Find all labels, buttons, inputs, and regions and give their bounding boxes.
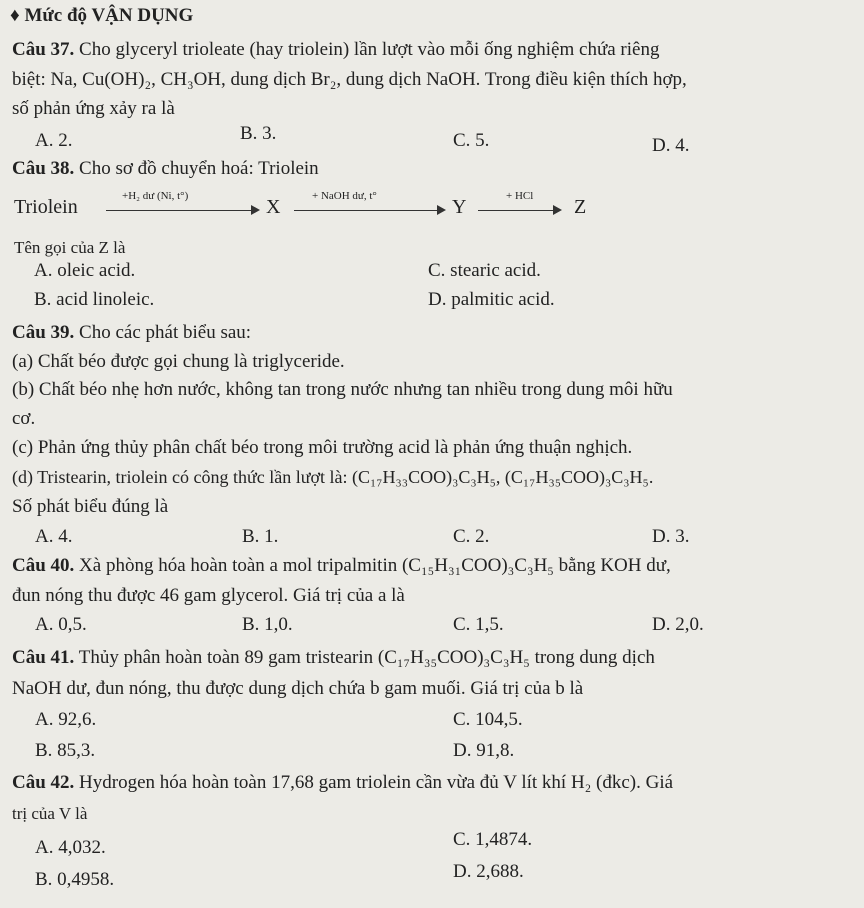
question-40 bbox=[12, 554, 671, 578]
question-40-line-2: đun nóng thu được 46 gam glycerol. Giá trị của a là bbox=[12, 585, 405, 606]
question-number: Câu 37. bbox=[12, 39, 75, 60]
question-41-line-2: NaOH dư, đun nóng, thu được dung dịch chứa b gam muối. Giá trị của b là bbox=[12, 678, 584, 699]
q41-option-b[interactable]: B. 85,3. bbox=[35, 740, 96, 761]
question-text: Cho sơ đồ chuyển hoá: Triolein bbox=[79, 158, 319, 179]
statement-a: (a) Chất béo được gọi chung là triglyceride. bbox=[12, 351, 345, 372]
q39-option-c[interactable]: C. 2. bbox=[453, 526, 490, 547]
scheme-condition-3: + HCl bbox=[506, 190, 534, 202]
statement-b: (b) Chất béo nhẹ hơn nước, không tan trong nước nhưng tan nhiều trong dung môi hữu bbox=[12, 379, 673, 400]
q38-option-c[interactable]: C. stearic acid. bbox=[428, 260, 541, 281]
q37-option-b[interactable]: B. 3. bbox=[240, 123, 277, 144]
q42-option-a[interactable]: A. 4,032. bbox=[35, 837, 106, 858]
scheme-condition-1: +H₂ dư (Ni, t°) bbox=[122, 190, 189, 202]
q40-option-a[interactable]: A. 0,5. bbox=[35, 614, 87, 635]
level-heading bbox=[10, 4, 193, 28]
q37-option-a[interactable]: A. 2. bbox=[35, 130, 73, 151]
q38-option-d[interactable]: D. palmitic acid. bbox=[428, 289, 555, 310]
question-number: Câu 38. bbox=[12, 158, 75, 179]
q38-option-b[interactable]: B. acid linoleic. bbox=[34, 289, 155, 310]
question-text: Thủy phân hoàn toàn 89 gam tristearin (C₁₇H₃₅COO)₃C₃H₅ trong dung dịch bbox=[78, 647, 655, 668]
statement-b-cont: cơ. bbox=[12, 408, 36, 429]
statement-d: (d) Tristearin, triolein có công thức lần lượt là: (C₁₇H₃₃COO)₃C₃H₅, (C₁₇H₃₅COO)₃C₃H₅. bbox=[12, 467, 654, 487]
q38-option-a[interactable]: A. oleic acid. bbox=[34, 260, 136, 281]
scheme-x: X bbox=[266, 196, 281, 218]
question-text: Hydrogen hóa hoàn toàn 17,68 gam triolein cần vừa đủ V lít khí H₂ (đkc). Giá bbox=[79, 772, 674, 793]
question-39 bbox=[12, 321, 251, 345]
scheme-condition-2: + NaOH dư, t° bbox=[312, 190, 377, 202]
question-41 bbox=[12, 646, 655, 670]
question-37 bbox=[12, 38, 659, 62]
question-number: Câu 40. bbox=[12, 555, 75, 576]
q39-option-d[interactable]: D. 3. bbox=[652, 526, 690, 547]
question-text: Xà phòng hóa hoàn toàn a mol tripalmitin (C₁₅H₃₁COO)₃C₃H₅ bằng KOH dư, bbox=[79, 555, 671, 576]
q41-option-c[interactable]: C. 104,5. bbox=[453, 709, 523, 730]
question-37-line-3: số phản ứng xảy ra là bbox=[12, 98, 175, 119]
q40-option-b[interactable]: B. 1,0. bbox=[242, 614, 293, 635]
question-number: Câu 39. bbox=[12, 322, 75, 343]
level-heading-text: Mức độ VẬN DỤNG bbox=[24, 5, 194, 26]
question-text: Cho các phát biểu sau: bbox=[79, 322, 252, 343]
statement-c: (c) Phản ứng thủy phân chất béo trong môi trường acid là phản ứng thuận nghịch. bbox=[12, 437, 633, 458]
q39-option-b[interactable]: B. 1. bbox=[242, 526, 279, 547]
question-number: Câu 41. bbox=[12, 647, 75, 668]
question-38 bbox=[12, 157, 319, 181]
q42-option-c[interactable]: C. 1,4874. bbox=[453, 829, 533, 850]
question-number: Câu 42. bbox=[12, 772, 75, 793]
question-39-ask: Số phát biểu đúng là bbox=[12, 496, 169, 517]
q40-option-c[interactable]: C. 1,5. bbox=[453, 614, 504, 635]
q41-option-a[interactable]: A. 92,6. bbox=[35, 709, 97, 730]
question-37-line-2: biệt: Na, Cu(OH)₂, CH₃OH, dung dịch Br₂, dung dịch NaOH. Trong điều kiện thích hợp, bbox=[12, 69, 687, 90]
scheme-y: Y bbox=[452, 196, 467, 218]
q37-option-d[interactable]: D. 4. bbox=[652, 135, 690, 156]
q39-option-a[interactable]: A. 4. bbox=[35, 526, 73, 547]
question-38-ask: Tên gọi của Z là bbox=[14, 238, 126, 257]
q42-option-b[interactable]: B. 0,4958. bbox=[35, 869, 115, 890]
arrow-icon bbox=[294, 210, 444, 211]
scheme-start: Triolein bbox=[14, 196, 78, 218]
q37-option-c[interactable]: C. 5. bbox=[453, 130, 490, 151]
reaction-scheme bbox=[14, 190, 714, 230]
question-42 bbox=[12, 771, 673, 795]
q42-option-d[interactable]: D. 2,688. bbox=[453, 861, 524, 882]
arrow-icon bbox=[106, 210, 258, 211]
diamond-bullet-icon: ♦ bbox=[10, 5, 20, 26]
scheme-z: Z bbox=[574, 196, 587, 218]
q41-option-d[interactable]: D. 91,8. bbox=[453, 740, 515, 761]
question-42-line-2: trị của V là bbox=[12, 804, 88, 823]
question-text: Cho glyceryl trioleate (hay triolein) lần lượt vào mỗi ống nghiệm chứa riêng bbox=[79, 39, 660, 60]
arrow-icon bbox=[478, 210, 560, 211]
q40-option-d[interactable]: D. 2,0. bbox=[652, 614, 704, 635]
